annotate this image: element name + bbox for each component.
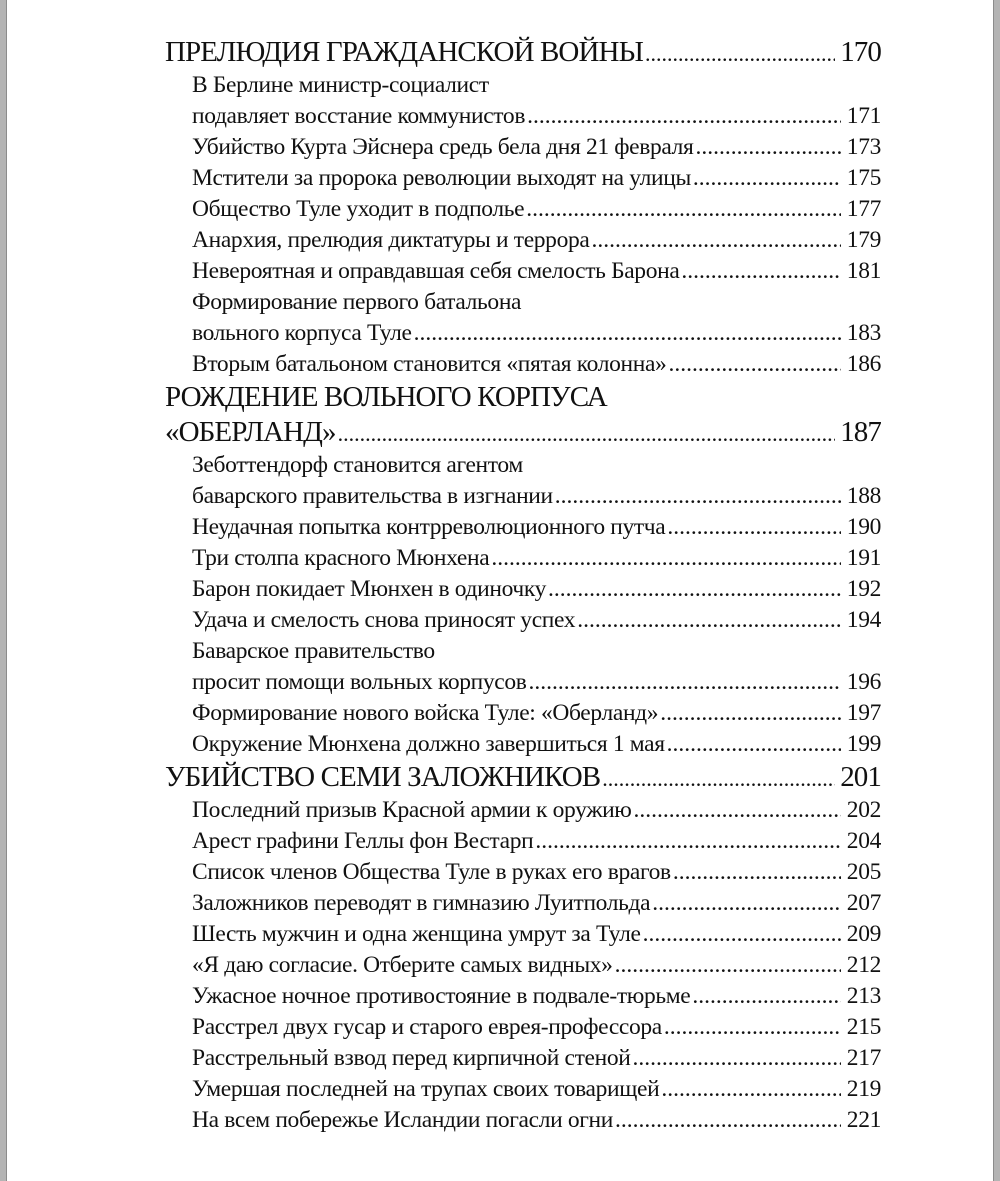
toc-section-row[interactable] <box>165 225 881 256</box>
section-page-number: 219 <box>846 1076 881 1102</box>
dot-leader <box>577 605 841 636</box>
dot-leader <box>491 543 841 574</box>
toc-section-row[interactable] <box>165 1074 881 1105</box>
section-title: В Берлине министр-социалист <box>192 72 489 98</box>
toc-section-row[interactable] <box>165 1043 881 1074</box>
toc-section-row[interactable] <box>165 256 881 287</box>
section-title: Убийство Курта Эйснера средь бела дня 21 февраля <box>192 134 694 160</box>
toc-section-row[interactable] <box>165 1105 881 1136</box>
dot-leader <box>602 761 835 795</box>
section-page-number: 204 <box>846 828 881 854</box>
document-page <box>6 0 994 1181</box>
dot-leader <box>338 416 835 450</box>
dot-leader <box>652 888 841 919</box>
chapter-title: РОЖДЕНИЕ ВОЛЬНОГО КОРПУСА <box>165 381 607 413</box>
dot-leader <box>668 349 841 380</box>
dot-leader <box>526 194 841 225</box>
toc-section-row[interactable] <box>165 667 881 698</box>
toc-section-row[interactable] <box>165 450 881 481</box>
section-title: просит помощи вольных корпусов <box>192 669 527 695</box>
toc-section-row[interactable] <box>165 605 881 636</box>
section-page-number: 202 <box>846 797 881 823</box>
section-page-number: 194 <box>846 607 881 633</box>
toc-section-row[interactable] <box>165 795 881 826</box>
section-title: Шесть мужчин и одна женщина умрут за Туле <box>192 921 641 947</box>
section-title: Анархия, прелюдия диктатуры и террора <box>192 227 590 253</box>
dot-leader <box>615 950 841 981</box>
section-title: Ужасное ночное противостояние в подвале-тюрьме <box>192 983 691 1009</box>
section-title: Вторым батальоном становится «пятая колонна» <box>192 351 667 377</box>
section-title: Невероятная и оправдавшая себя смелость Барона <box>192 258 680 284</box>
chapter-title: УБИЙСТВО СЕМИ ЗАЛОЖНИКОВ <box>165 761 601 793</box>
dot-leader <box>692 981 841 1012</box>
toc-chapter-row[interactable] <box>165 760 881 795</box>
dot-leader <box>414 318 841 349</box>
table-of-contents <box>165 35 881 1136</box>
dot-leader <box>615 1105 841 1136</box>
section-title: Баварское правительство <box>192 638 435 664</box>
toc-section-row[interactable] <box>165 481 881 512</box>
toc-section-row[interactable] <box>165 70 881 101</box>
section-page-number: 197 <box>846 700 881 726</box>
section-page-number: 171 <box>846 103 881 129</box>
dot-leader <box>591 225 841 256</box>
dot-leader <box>696 132 842 163</box>
section-page-number: 173 <box>846 134 881 160</box>
section-page-number: 212 <box>846 952 881 978</box>
section-page-number: 175 <box>846 165 881 191</box>
section-title: Список членов Общества Туле в руках его врагов <box>192 859 671 885</box>
section-title: Три столпа красного Мюнхена <box>192 545 490 571</box>
section-page-number: 191 <box>846 545 881 571</box>
toc-section-row[interactable] <box>165 857 881 888</box>
toc-section-row[interactable] <box>165 132 881 163</box>
section-page-number: 209 <box>846 921 881 947</box>
dot-leader <box>548 574 841 605</box>
section-page-number: 183 <box>846 320 881 346</box>
dot-leader <box>660 698 841 729</box>
toc-section-row[interactable] <box>165 574 881 605</box>
toc-section-row[interactable] <box>165 349 881 380</box>
section-title: баварского правительства в изгнании <box>192 483 553 509</box>
section-page-number: 213 <box>846 983 881 1009</box>
section-page-number: 215 <box>846 1014 881 1040</box>
section-title: Барон покидает Мюнхен в одиночку <box>192 576 546 602</box>
section-title: Мстители за пророка революции выходят на улицы <box>192 165 691 191</box>
toc-section-row[interactable] <box>165 729 881 760</box>
toc-section-row[interactable] <box>165 512 881 543</box>
section-page-number: 205 <box>846 859 881 885</box>
dot-leader <box>634 795 841 826</box>
dot-leader <box>535 826 841 857</box>
chapter-page-number: 201 <box>840 761 881 793</box>
toc-section-row[interactable] <box>165 698 881 729</box>
section-title: На всем побережье Исландии погасли огни <box>192 1107 613 1133</box>
toc-chapter-row[interactable] <box>165 415 881 450</box>
dot-leader <box>667 512 841 543</box>
toc-section-row[interactable] <box>165 826 881 857</box>
dot-leader <box>661 1074 841 1105</box>
section-title: Арест графини Геллы фон Вестарп <box>192 828 534 854</box>
toc-section-row[interactable] <box>165 318 881 349</box>
dot-leader <box>632 1043 841 1074</box>
section-title: вольного корпуса Туле <box>192 320 412 346</box>
toc-section-row[interactable] <box>165 1012 881 1043</box>
dot-leader <box>645 36 835 70</box>
section-page-number: 199 <box>846 731 881 757</box>
section-title: Неудачная попытка контрреволюционного путча <box>192 514 666 540</box>
section-page-number: 188 <box>846 483 881 509</box>
toc-section-row[interactable] <box>165 919 881 950</box>
chapter-title: ПРЕЛЮДИЯ ГРАЖДАНСКОЙ ВОЙНЫ <box>165 36 643 68</box>
toc-section-row[interactable] <box>165 888 881 919</box>
dot-leader <box>681 256 841 287</box>
chapter-title: «ОБЕРЛАНД» <box>165 416 336 448</box>
toc-section-row[interactable] <box>165 543 881 574</box>
section-page-number: 186 <box>846 351 881 377</box>
dot-leader <box>673 857 841 888</box>
section-title: Расстрельный взвод перед кирпичной стеной <box>192 1045 631 1071</box>
section-title: Последний призыв Красной армии к оружию <box>192 797 632 823</box>
dot-leader <box>527 101 841 132</box>
section-title: Заложников переводят в гимназию Луитпольда <box>192 890 651 916</box>
section-title: Формирование первого батальона <box>192 289 522 315</box>
section-title: Общество Туле уходит в подполье <box>192 196 525 222</box>
dot-leader <box>643 919 841 950</box>
toc-section-row[interactable] <box>165 981 881 1012</box>
section-page-number: 196 <box>846 669 881 695</box>
toc-section-row[interactable] <box>165 163 881 194</box>
dot-leader <box>555 481 841 512</box>
toc-section-row[interactable] <box>165 287 881 318</box>
toc-chapter-row[interactable] <box>165 35 881 70</box>
section-title: «Я даю согласие. Отберите самых видных» <box>192 952 613 978</box>
chapter-page-number: 170 <box>840 36 881 68</box>
section-title: подавляет восстание коммунистов <box>192 103 526 129</box>
toc-chapter-row[interactable] <box>165 380 881 415</box>
section-title: Удача и смелость снова приносят успех <box>192 607 576 633</box>
section-title: Умершая последней на трупах своих товарищей <box>192 1076 660 1102</box>
section-title: Окружение Мюнхена должно завершиться 1 мая <box>192 731 665 757</box>
section-page-number: 221 <box>846 1107 881 1133</box>
dot-leader <box>529 667 842 698</box>
section-title: Расстрел двух гусар и старого еврея-профессора <box>192 1014 662 1040</box>
section-page-number: 207 <box>846 890 881 916</box>
section-page-number: 192 <box>846 576 881 602</box>
section-page-number: 217 <box>846 1045 881 1071</box>
section-page-number: 177 <box>846 196 881 222</box>
dot-leader <box>667 729 841 760</box>
section-title: Зеботтендорф становится агентом <box>192 452 523 478</box>
chapter-page-number: 187 <box>840 416 881 448</box>
section-title: Формирование нового войска Туле: «Оберланд» <box>192 700 659 726</box>
section-page-number: 181 <box>846 258 881 284</box>
section-page-number: 190 <box>846 514 881 540</box>
dot-leader <box>664 1012 841 1043</box>
section-page-number: 179 <box>846 227 881 253</box>
toc-section-row[interactable] <box>165 101 881 132</box>
toc-section-row[interactable] <box>165 950 881 981</box>
toc-section-row[interactable] <box>165 194 881 225</box>
toc-section-row[interactable] <box>165 636 881 667</box>
dot-leader <box>693 163 841 194</box>
